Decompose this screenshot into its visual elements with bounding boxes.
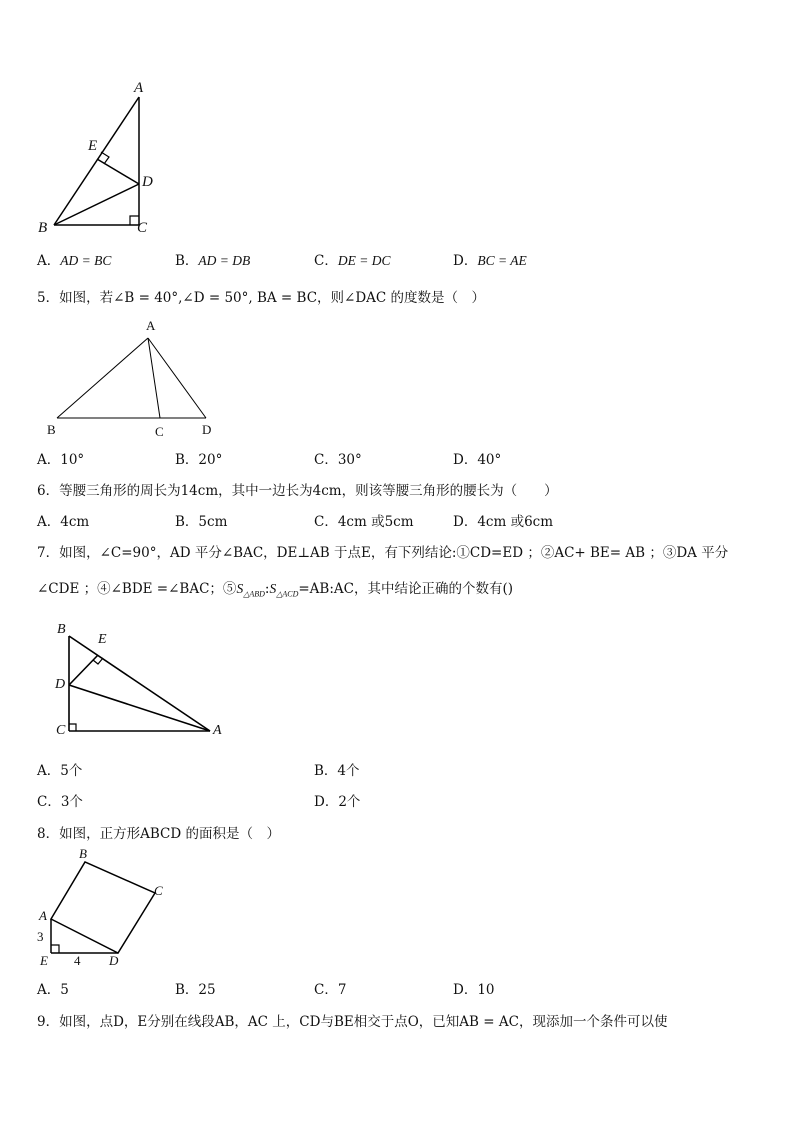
- q4-option-d[interactable]: D．BC = AE: [453, 253, 527, 269]
- q4-label-d: D: [142, 174, 153, 190]
- q7-area-abd: $S_{\triangle ABD}$: [236, 581, 265, 599]
- q8-side-ed: 4: [74, 953, 81, 968]
- q8-option-d[interactable]: D．10: [453, 982, 495, 998]
- q8-side-ae: 3: [37, 929, 44, 944]
- q5-label-b: B: [47, 422, 56, 437]
- q5-label-a: A: [146, 318, 156, 333]
- q7-label-a: A: [213, 723, 222, 738]
- q8-label-a: A: [39, 908, 47, 923]
- q5-option-c[interactable]: C．30°: [314, 452, 362, 468]
- q4-label-b: B: [38, 220, 48, 236]
- q8-label-e: E: [40, 953, 48, 968]
- q4-label-a: A: [134, 80, 144, 96]
- q8-label-b: B: [79, 846, 87, 861]
- q4-option-c[interactable]: C．DE = DC: [314, 253, 391, 269]
- q4-label-c: C: [137, 220, 148, 236]
- q8-option-a[interactable]: A．5: [37, 982, 69, 998]
- q7-label-d: D: [55, 677, 66, 692]
- q8-option-b[interactable]: B．25: [175, 982, 216, 998]
- q5-label-d: D: [202, 422, 212, 437]
- q7-stem-line2: ∠CDE ；④∠BDE =∠BAC；$⑤S_{\triangle ABD}:S_{\triangle ACD}=AB:AC$，其中结论正确的个数有(): [37, 581, 514, 599]
- q4-option-a[interactable]: A．AD = BC: [37, 253, 112, 269]
- q6-option-d[interactable]: D．4cm 或6cm: [453, 514, 554, 530]
- q4-label-e: E: [88, 138, 98, 154]
- q5-option-d[interactable]: D．40°: [453, 452, 502, 468]
- q6-option-c[interactable]: C．4cm 或5cm: [314, 514, 414, 530]
- q8-label-c: C: [154, 883, 163, 898]
- q7-label-e: E: [98, 632, 107, 647]
- q7-option-a[interactable]: A．5个: [37, 763, 83, 779]
- q7-label-c: C: [56, 723, 66, 738]
- q5-label-c: C: [155, 424, 164, 439]
- q6-option-b[interactable]: B．5cm: [175, 514, 228, 530]
- q5-option-b[interactable]: B．20°: [175, 452, 223, 468]
- q5-option-a[interactable]: A．10°: [37, 452, 85, 468]
- q7-option-d[interactable]: D．2个: [314, 794, 361, 810]
- q4-option-b[interactable]: B．AD = DB: [175, 253, 251, 269]
- q8-option-c[interactable]: C．7: [314, 982, 347, 998]
- q8-label-d: D: [109, 953, 119, 968]
- q7-label-b: B: [57, 622, 66, 637]
- q9-stem: 9．如图，点D，E分别在线段AB，AC 上，CD与BE相交于点O，已知AB = AC，现添加一个条件可以使: [37, 1014, 668, 1030]
- q6-stem: 6．等腰三角形的周长为14cm，其中一边长为4cm，则该等腰三角形的腰长为（ ）: [37, 483, 558, 499]
- q7-option-b[interactable]: B．4个: [314, 763, 360, 779]
- q6-option-a[interactable]: A．4cm: [37, 514, 90, 530]
- q7-area-acd: $S_{\triangle ACD}$: [269, 581, 299, 599]
- q7-option-c[interactable]: C．3个: [37, 794, 83, 810]
- q5-stem: 5．如图，若∠B = 40°,∠D = 50°, BA = BC，则∠DAC 的度数是（ ）: [37, 290, 486, 306]
- q8-stem: 8．如图，正方形ABCD 的面积是（ ）: [37, 826, 280, 842]
- q7-stem-line1: 7．如图，∠C=90°，AD 平分∠BAC，DE⊥AB 于点E，有下列结论:①CD=ED ；②AC+ BE= AB ；③DA 平分: [37, 545, 729, 561]
